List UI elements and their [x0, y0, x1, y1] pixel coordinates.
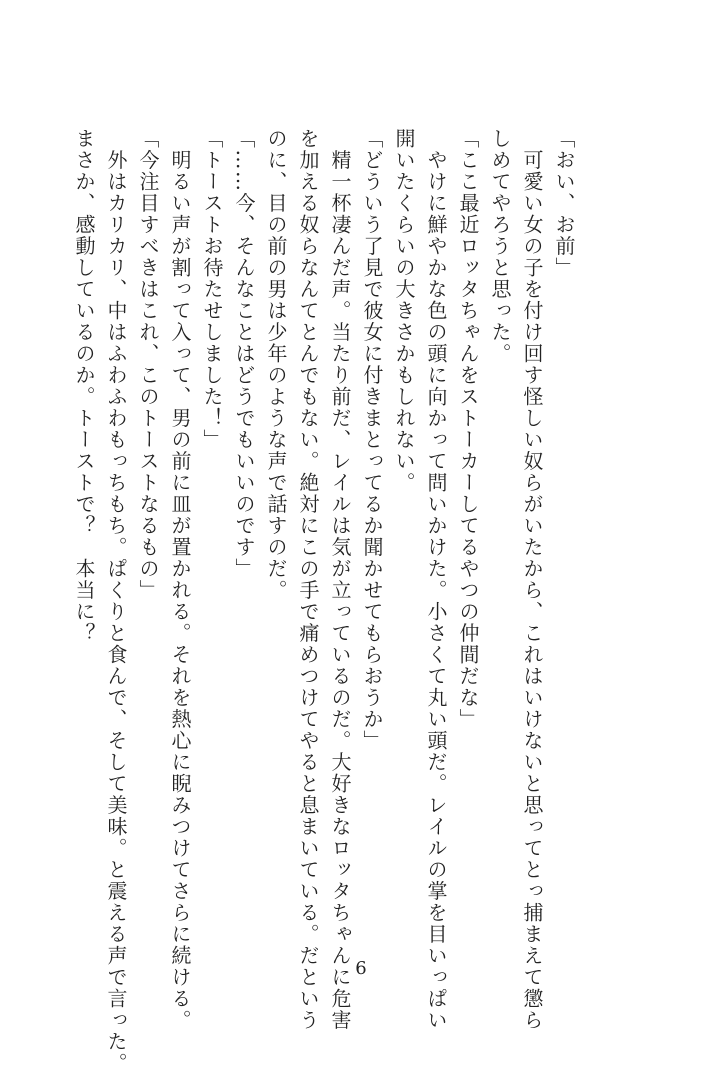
text-line: 「ここ最近ロッタちゃんをストーカーしてるやつの仲間だな」 — [456, 128, 480, 730]
text-line: 明るい声が割って入って、男の前に皿が置かれる。それを熱心に睨みつけてさらに続ける。 — [168, 128, 192, 1031]
text-line: 外はカリカリ、中はふわふわもっちもち。ぱくりと食んで、そして美味。と震える声で言った。 — [104, 128, 128, 1074]
text-line: 「どういう了見で彼女に付きまとってるか聞かせてもらおうか」 — [360, 128, 384, 752]
text-line: 「おい、お前」 — [552, 128, 576, 279]
text-line: 「……今、そんなことはどうでもいいのです」 — [232, 128, 256, 580]
text-line: を加える奴らなんてとんでもない。絶対にこの手で痛めつけてやると息まいている。だという — [296, 128, 320, 1031]
text-line: 可愛い女の子を付け回す怪しい奴らがいたから、これはいけないと思ってとっ捕まえて懲ら — [520, 128, 544, 1031]
text-line: しめてやろうと思った。 — [488, 128, 512, 365]
text-line: 開いたくらいの大きさかもしれない。 — [392, 128, 416, 494]
page-number: 6 — [355, 958, 367, 979]
text-line: やけに鮮やかな色の頭に向かって問いかけた。小さくて丸い頭だ。レイルの掌を目いっぱい — [424, 128, 448, 1031]
text-line: 「今注目すべきはこれ、このトーストなるもの」 — [136, 128, 160, 601]
vertical-text-body — [72, 128, 580, 1074]
text-line: のに、目の前の男は少年のような声で話すのだ。 — [264, 128, 288, 601]
text-line: まさか、感動しているのか。トーストで？ 本当に？ — [72, 128, 96, 644]
text-line: 精一杯凄んだ声。当たり前だ、レイルは気が立っているのだ。大好きなロッタちゃんに危害 — [328, 128, 352, 1031]
text-line: 「トーストお待たせしました！」 — [200, 128, 224, 451]
